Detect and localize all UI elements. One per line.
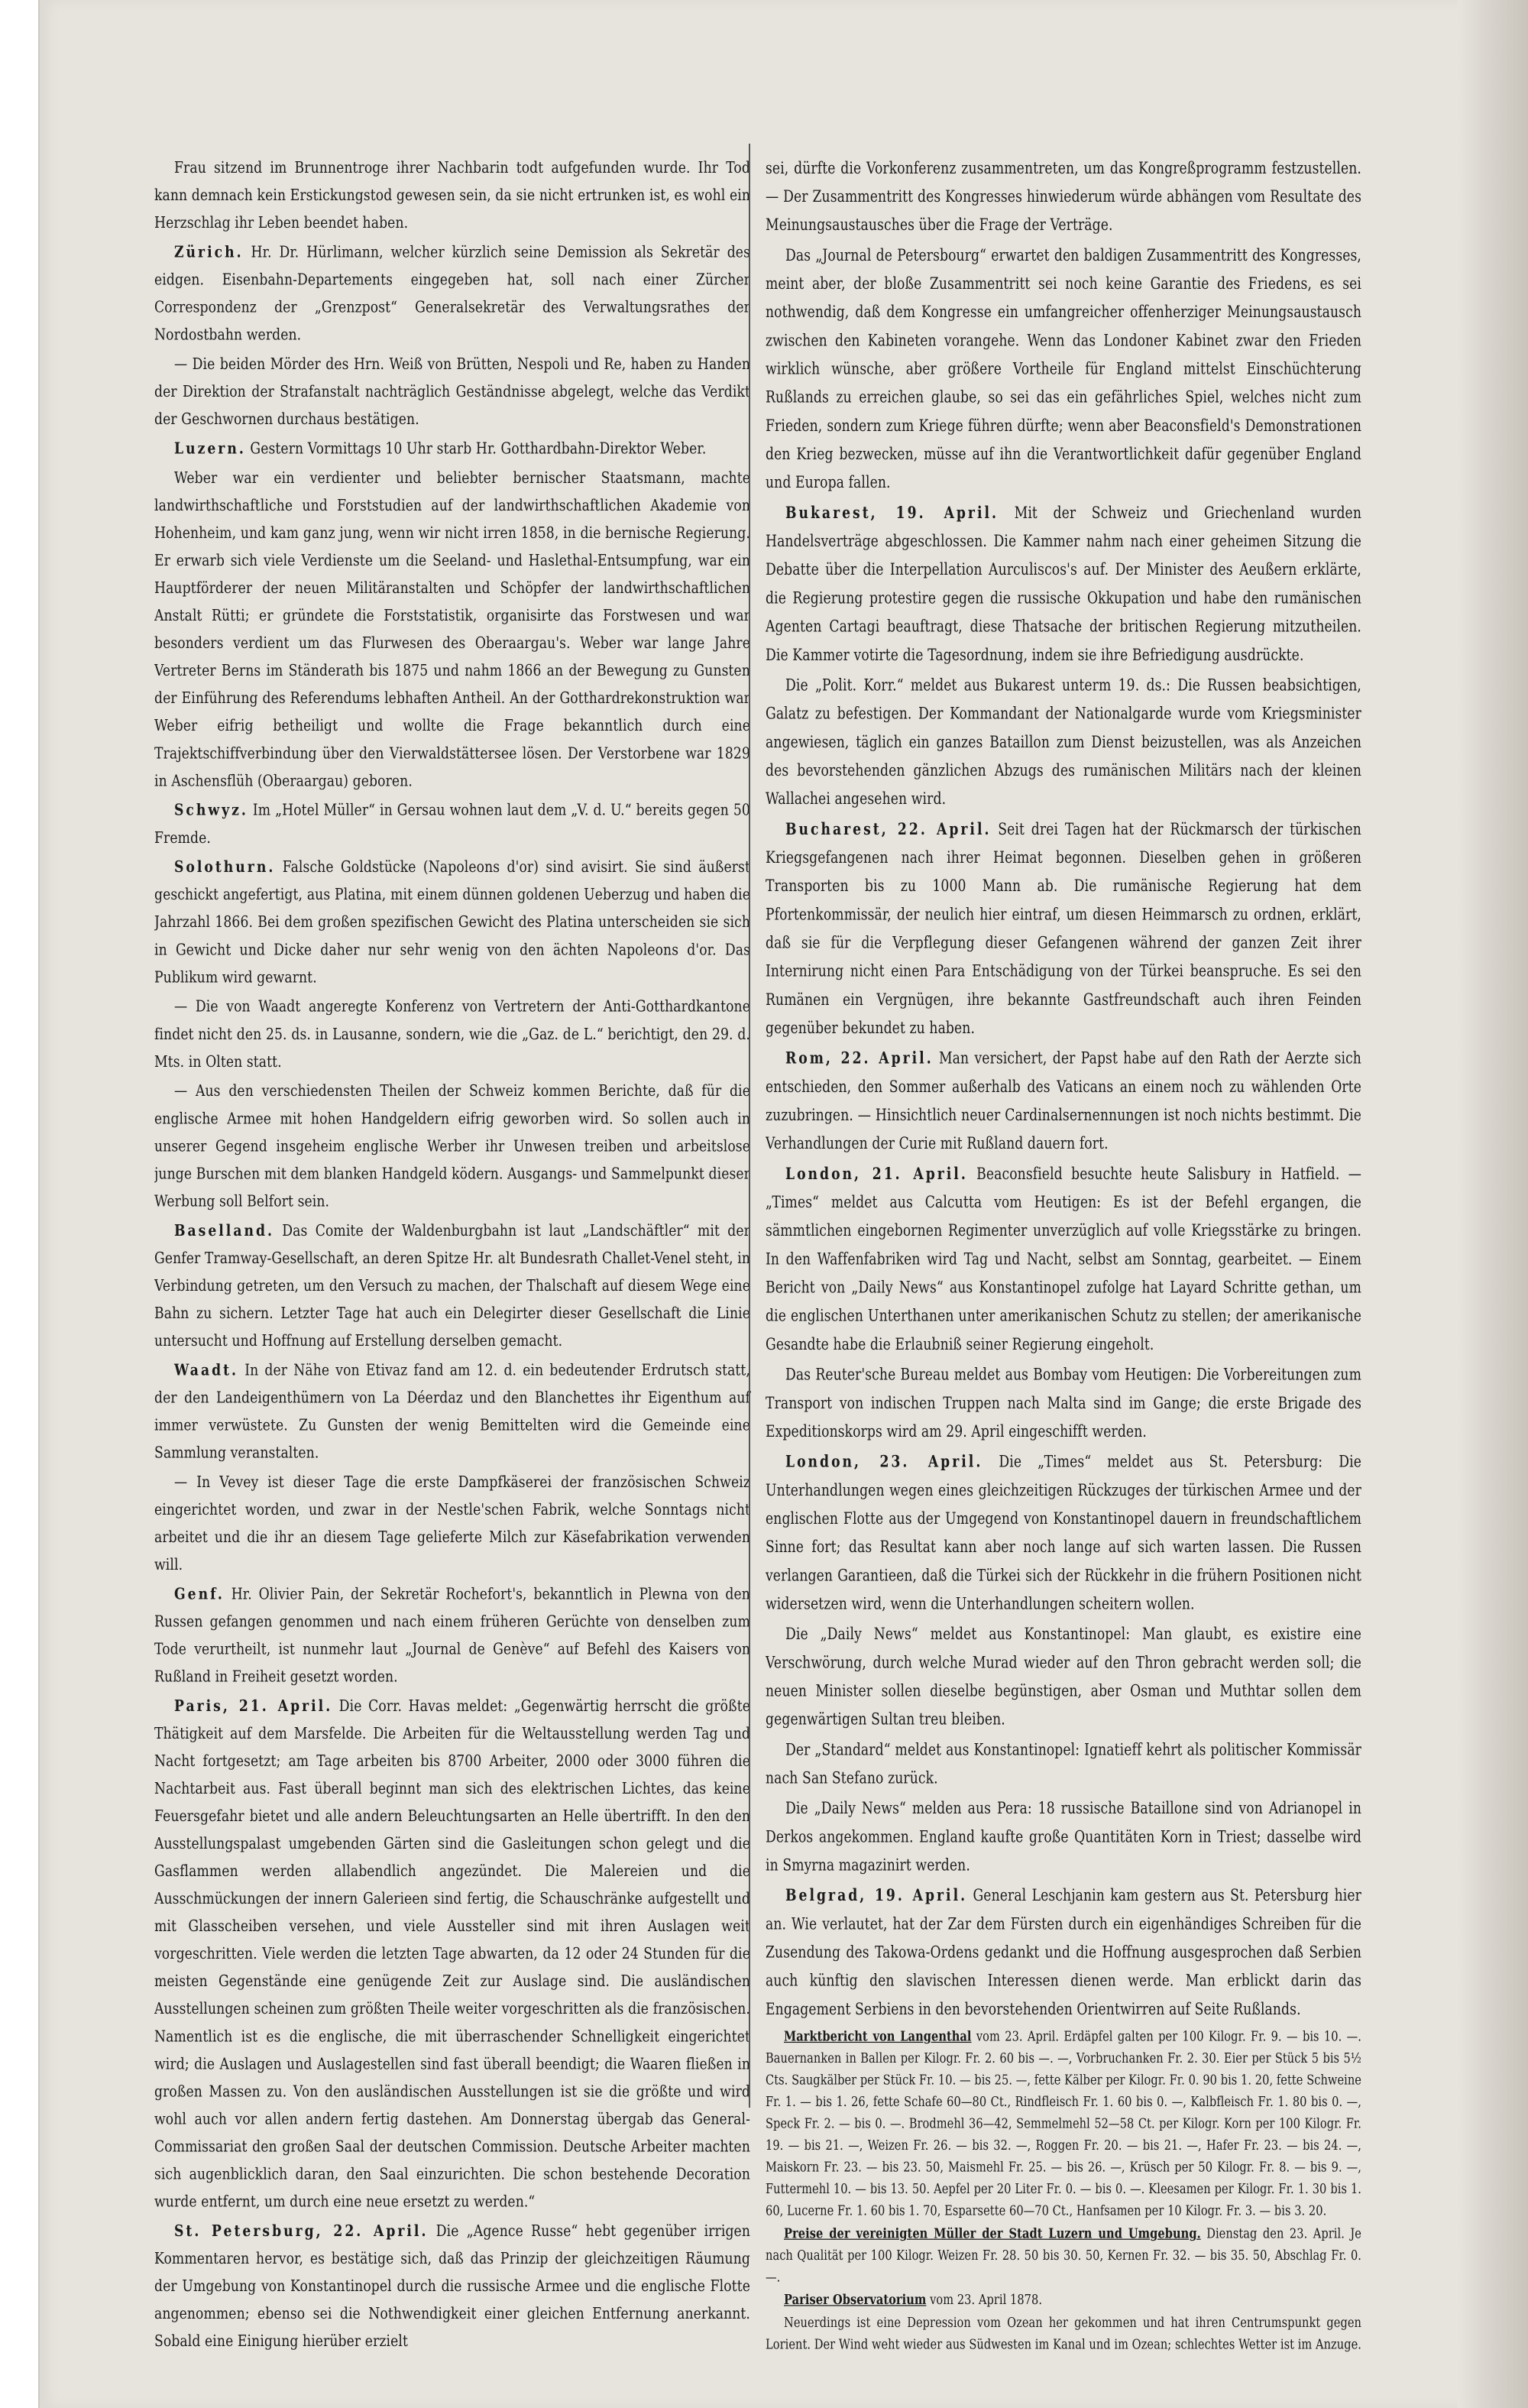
notice-heading: Pariser Observatorium bbox=[784, 2291, 927, 2309]
dateline: London, 23. April. bbox=[785, 1453, 983, 1472]
notice-text: vom 23. April 1878. bbox=[930, 2291, 1043, 2309]
notice-paragraph bbox=[766, 2289, 1361, 2311]
right-paragraph bbox=[766, 672, 1361, 814]
article-text: Gestern Vormittags 10 Uhr starb Hr. Gotthardbahn-Direktor Weber. bbox=[250, 439, 707, 459]
right-column-text bbox=[766, 154, 1361, 2355]
left-column-text bbox=[154, 154, 750, 2355]
dateline: Baselland. bbox=[174, 1221, 274, 1240]
article-text: Weber war ein verdienter und beliebter bernischer Staatsmann, machte landwirthschaftliche und Forststudien auf der landwirthschaftlichen Akademie von Hohenheim, und kam ganz jung, wenn wir nicht irren 1858, in die bernische Regierung. Er erwarb sich viele Verdienste um die Seeland- und Haslethal-Entsumpfung, war ein Hauptförderer der neuen Militäranstalten und Schöpfer der landwirthschaftlichen Anstalt Rütti; er gründete die Forststatistik, organisirte das Forstwesen und war besonders verdient um das Flurwesen des Oberaargau's. Weber war lange Jahre Vertreter Berns im Ständerath bis 1875 und nahm 1866 an der Bewegung zu Gunsten der Einführung des Referendums lebhaften Antheil. An der Gotthardrekonstruktion war Weber eifrig betheiligt und wollte die Frage bekanntlich durch eine Trajektschiffverbindung über den Vierwaldstättersee lösen. Der Verstorbene war 1829 in Aschensflüh (Oberaargau) geboren. bbox=[154, 468, 750, 791]
article-text: Die „Times“ meldet aus St. Petersburg: Die Unterhandlungen wegen eines gleichzeitigen Rückzuges der türkischen Armee und der englischen Flotte aus der Umgegend von Konstantinopel dauern in freundschaftlichem Sinne fort; das Resultat kann aber noch lange auf sich warten lassen. Die Russen verlangen Garantieen, daß die Türkei sich der Rückkehr in die frühern Positionen nicht widersetzen wird, wenn die Unterhandlungen scheitern wollen. bbox=[766, 1453, 1361, 1614]
article-text: Im „Hotel Müller“ in Gersau wohnen laut dem „V. d. U.“ bereits gegen 50 Fremde. bbox=[154, 801, 750, 847]
dateline: Schwyz. bbox=[174, 801, 248, 820]
left-paragraph bbox=[154, 1469, 750, 1579]
dateline: Genf. bbox=[174, 1585, 225, 1604]
article-text: — In Vevey ist dieser Tage die erste Dampfkäserei der französischen Schweiz eingerichtet worden, und zwar in der Nestle'schen Fabrik, welche Sonntags nicht arbeitet und die ihr an diesem Tage gelieferte Milch zur Käsefabrikation verwenden will. bbox=[154, 1473, 750, 1574]
article-text: — Die von Waadt angeregte Konferenz von Vertretern der Anti-Gotthardkantone findet nicht den 25. ds. in Lausanne, sondern, wie die „Gaz. de L.“ berichtigt, den 29. d. Mts. in Olten statt. bbox=[154, 997, 750, 1071]
article-text: Beaconsfield besuchte heute Salisbury in Hatfield. — „Times“ meldet aus Calcutta vom Heutigen: Es ist der Befehl ergangen, die sämmtlichen eingebornen Regimenter unverzüglich auf volle Kriegsstärke zu bringen. In den Waffenfabriken wird Tag und Nacht, selbst am Sonntag, gearbeitet. — Einem Bericht von „Daily News“ aus Konstantinopel zufolge hat Layard Schritte gethan, um die englischen Unterthanen unter amerikanischen Schutz zu stellen; der amerikanische Gesandte habe die Erlaubniß seiner Regierung eingeholt. bbox=[766, 1165, 1361, 1355]
article-text: Das Comite der Waldenburgbahn ist laut „Landschäftler“ mit der Genfer Tramway-Gesellschaft, an deren Spitze Hr. alt Bundesrath Challet-Venel steht, in Verbindung getreten, um den Versuch zu machen, der Thalschaft auf diesem Wege eine Bahn zu sichern. Letzter Tage hat auch ein Delegirter dieser Gesellschaft die Linie untersucht und Hoffnung auf Erstellung derselben gemacht. bbox=[154, 1221, 750, 1350]
article-text: Hr. Dr. Hürlimann, welcher kürzlich seine Demission als Sekretär des eidgen. Eisenbahn-Departements eingegeben hat, soll nach einer Zürcher Correspondenz der „Grenzpost“ Generalsekretär des Verwaltungsrathes der Nordostbahn werden. bbox=[154, 243, 750, 345]
left-paragraph bbox=[154, 993, 750, 1076]
article-text: Die Corr. Havas meldet: „Gegenwärtig herrscht die größte Thätigkeit auf dem Marsfelde. Die Arbeiten für die Weltausstellung werden Tag und Nacht fortgesetzt; am Tage arbeiten bis 8700 Arbeiter, 2000 oder 3000 führen die Nachtarbeit aus. Fast überall beginnt man sich des elektrischen Lichtes, das keine Feuersgefahr bietet und alle andern Beleuchtungsarten an Helle übertrifft. In den den Ausstellungspalast umgebenden Gärten sind die Gasleitungen schon gelegt und die Gasflammen werden allabendlich angezündet. Die Malereien und die Ausschmückungen der innern Galerieen sind fertig, die Schauschränke aufgestellt und mit Glasscheiben versehen, und viele Aussteller sind mit ihren Auslagen weit vorgeschritten. Viele werden die letzten Tage abwarten, da 12 oder 24 Stunden für die meisten Gegenstände eine genügende Zeit zur Auslage sind. Die ausländischen Ausstellungen scheinen zum größten Theile weiter vorgeschritten als die französischen. Namentlich ist es die englische, die mit überraschender Schnelligkeit eingerichtet wird; die Auslagen und Auslagestellen sind fast überall beendigt; die Waaren fließen in großen Massen zu. Von den ausländischen Ausstellungen ist sie die größte und wird wohl auch vor allen andern fertig dastehen. Am Donnerstag übergab das General-Commissariat den großen Saal der deutschen Commission. Deutsche Arbeiter machten sich augenblicklich daran, den Saal einzurichten. Die schon bestehende Decoration wurde entfernt, um durch eine neue ersetzt zu werden.“ bbox=[154, 1697, 750, 2212]
right-paragraph bbox=[766, 1361, 1361, 1447]
article-text: In der Nähe von Etivaz fand am 12. d. ein bedeutender Erdrutsch statt, der den Landeigenthümern von La Déerdaz und den Blanchettes ihr Eigenthum auf immer verwüstete. Zu Gunsten der wenig Bemittelten wird die Gemeinde eine Sammlung veranstalten. bbox=[154, 1361, 750, 1463]
dateline: Waadt. bbox=[174, 1361, 239, 1380]
article-text: — Aus den verschiedensten Theilen der Schweiz kommen Berichte, daß für die englische Armee mit hohen Handgeldern eifrig geworben wird. So sollen auch in unserer Gegend insgeheim englische Werber ihr Unwesen treiben und arbeitslose junge Burschen mit dem blanken Handgeld ködern. Ausgangs- und Sammelpunkt dieser Werbung soll Belfort sein. bbox=[154, 1082, 750, 1211]
notice-paragraph bbox=[766, 2312, 1361, 2355]
article-text: — Die beiden Mörder des Hrn. Weiß von Brütten, Nespoli und Re, haben zu Handen der Direktion der Strafanstalt nachträglich Geständnisse abgelegt, welche das Verdikt der Geschwornen durchaus bestätigen. bbox=[154, 355, 750, 429]
article-text: Hr. Olivier Pain, der Sekretär Rochefort's, bekanntlich in Plewna von den Russen gefangen genommen und nach einem früheren Gerüchte von denselben zum Tode verurtheilt, ist nunmehr laut „Journal de Genève“ auf Befehl des Kaisers von Rußland in Freiheit gesetzt worden. bbox=[154, 1585, 750, 1687]
column-divider bbox=[749, 144, 750, 2108]
right-paragraph bbox=[766, 154, 1361, 240]
right-column bbox=[766, 154, 1507, 2355]
right-paragraph bbox=[766, 1881, 1361, 2024]
article-text: Die „Daily News“ meldet aus Konstantinopel: Man glaubt, es existire eine Verschwörung, durch welche Murad wieder auf den Thron gebracht werden soll; die neuen Minister sollen dieselbe begünstigen, aber Osman und Muthtar sollen dem gegenwärtigen Sultan treu bleiben. bbox=[766, 1625, 1361, 1729]
right-paragraph bbox=[766, 1160, 1361, 1359]
left-paragraph bbox=[154, 1356, 750, 1467]
article-text: Seit drei Tagen hat der Rückmarsch der türkischen Kriegsgefangenen nach ihrer Heimat begonnen. Dieselben gehen in größeren Transporten bis zu 1000 Mann ab. Die rumänische Regierung hat dem Pfortenkommissär, der neulich hier eintraf, um diesen Heimmarsch zu ordnen, erklärt, daß sie für die Verpflegung dieser Gefangenen während der ganzen Zeit ihrer Internirung nicht einen Para Entschädigung von der Türkei beanspruche. Es sei den Rumänen ein Vergnügen, ihre bekannte Gastfreundschaft auch ihren Feinden gegenüber bekundet zu haben. bbox=[766, 820, 1361, 1039]
notice-paragraph bbox=[766, 2223, 1361, 2289]
right-paragraph bbox=[766, 1794, 1361, 1880]
right-paragraph bbox=[766, 1045, 1361, 1159]
left-paragraph bbox=[154, 1217, 750, 1355]
article-text: Falsche Goldstücke (Napoleons d'or) sind avisirt. Sie sind äußerst geschickt angefertigt, aus Platina, mit einem dünnen goldenen Ueberzug und haben die Jahrzahl 1866. Bei dem großen spezifischen Gewicht des Platina unterscheiden sie sich in Gewicht und Dicke daher nur sehr wenig von den ächten Napoleons d'or. Das Publikum wird gewarnt. bbox=[154, 858, 750, 987]
dateline: Bucharest, 22. April. bbox=[785, 820, 992, 839]
dateline: London, 21. April. bbox=[785, 1165, 968, 1185]
notice-heading: Preise der vereinigten Müller der Stadt Luzern und Umgebung. bbox=[784, 2225, 1201, 2242]
right-paragraph bbox=[766, 1736, 1361, 1793]
dateline: Zürich. bbox=[174, 243, 244, 262]
article-text: General Leschjanin kam gestern aus St. Petersburg hier an. Wie verlautet, hat der Zar dem Fürsten durch ein eigenhändiges Schreiben für die Zusendung des Takowa-Ordens gedankt und die Hoffnung ausgesprochen daß Serbien auch künftig den slavischen Interessen dienen werde. Man erblickt darin das Engagement Serbiens in den bevorstehenden Orientwirren auf Seite Rußlands. bbox=[766, 1886, 1361, 2020]
left-paragraph bbox=[154, 351, 750, 433]
notice-paragraph bbox=[766, 2026, 1361, 2222]
left-paragraph bbox=[154, 2218, 750, 2355]
right-paragraph bbox=[766, 499, 1361, 669]
left-paragraph bbox=[154, 436, 750, 463]
notice-text: vom 23. April. Erdäpfel galten per 100 Kilogr. Fr. 9. — bis 10. —. Bauernanken in Ballen per Kilogr. Fr. 2. 60 bis —. —, Vorbruchanken Fr. 2. 30. Eier per Stück 5 bis 5½ Cts. Saugkälber per Stück Fr. 10. — bis 25. —, fette Kälber per Kilogr. Fr. 0. 90 bis 1. 20, fette Schweine Fr. 1. — bis 1. 26, fette Schafe 60—80 Ct., Rindfleisch Fr. 1. 60 bis 0. —, Kalbfleisch Fr. 1. 80 bis 0. —, Speck Fr. 2. — bis 0. —. Brodmehl 36—42, Semmelmehl 52—58 Ct. per Kilogr. Korn per 100 Kilogr. Fr. 19. — bis 21. —, Weizen Fr. 26. — bis 32. —, Roggen Fr. 20. — bis 21. —, Hafer Fr. 23. — bis 24. —, Maiskorn Fr. 23. — bis 23. 50, Maismehl Fr. 25. — bis 26. —, Krüsch per 50 Kilogr. Fr. 8. — bis 9. —, Futtermehl 10. — bis 13. 50. Aepfel per 20 Liter Fr. 0. — bis 0. —. Kleesamen per Kilogr. Fr. 1. 30 bis 1. 60, Lucerne Fr. 1. 60 bis 1. 70, Esparsette 60—70 Ct., Hanfsamen per 10 Kilogr. Fr. 3. — bis 3. 20. bbox=[766, 2028, 1361, 2219]
dateline: Solothurn. bbox=[174, 858, 276, 877]
left-paragraph bbox=[154, 854, 750, 991]
left-paragraph bbox=[154, 1078, 750, 1215]
dateline: Rom, 22. April. bbox=[785, 1049, 934, 1068]
left-paragraph bbox=[154, 1693, 750, 2216]
article-text: Die „Agence Russe“ hebt gegenüber irrigen Kommentaren hervor, es bestätige sich, daß das Prinzip der gleichzeitigen Räumung der Umgebung von Konstantinopel durch die russische Armee und die englische Flotte angenommen; ebenso sei die Nothwendigkeit einer gleichen Entfernung anerkannt. Sobald eine Einigung hierüber erzielt bbox=[154, 2222, 750, 2351]
right-paragraph bbox=[766, 1448, 1361, 1619]
article-text: Die „Polit. Korr.“ meldet aus Bukarest unterm 19. ds.: Die Russen beabsichtigen, Galatz zu befestigen. Der Kommandant der Nationalgarde wurde vom Kriegsminister angewiesen, täglich ein ganzes Bataillon zum Dienst beizustellen, was als Anzeichen des bevorstehenden gänzlichen Abzugs des rumänischen Militärs nach der kleinen Wallachei angesehen wird. bbox=[766, 676, 1361, 809]
dateline: Bukarest, 19. April. bbox=[785, 504, 999, 523]
left-paragraph bbox=[154, 465, 750, 795]
notice-heading: Marktbericht von Langenthal bbox=[784, 2028, 972, 2045]
left-paragraph bbox=[154, 1580, 750, 1690]
article-text: Die „Daily News“ melden aus Pera: 18 russische Bataillone sind von Adrianopel in Derkos angekommen. England kaufte große Quantitäten Korn in Triest; dasselbe wird in Smyrna magazinirt werden. bbox=[766, 1799, 1361, 1875]
right-articles bbox=[766, 154, 1361, 2024]
article-text: Das Reuter'sche Bureau meldet aus Bombay vom Heutigen: Die Vorbereitungen zum Transport von indischen Truppen nach Malta sind im Gange; die erste Brigade des Expeditionskorps wird am 29. April eingeschifft werden. bbox=[766, 1365, 1361, 1442]
left-paragraph bbox=[154, 797, 750, 852]
dateline: St. Petersburg, 22. April. bbox=[174, 2222, 429, 2241]
market-notices bbox=[766, 2026, 1361, 2355]
right-paragraph bbox=[766, 241, 1361, 497]
article-text: sei, dürfte die Vorkonferenz zusammentreten, um das Kongreßprogramm festzustellen. — Der Zusammentritt des Kongresses hinwiederum würde abhängen vom Resultate des Meinungsaustausches über die Frage der Verträge. bbox=[766, 159, 1361, 235]
dateline: Paris, 21. April. bbox=[174, 1697, 333, 1716]
notice-text: Dienstag den 23. April. Je nach Qualität per 100 Kilogr. Weizen Fr. 28. 50 bis 30. 50, Kernen Fr. 32. — bis 35. 50, Abschlag Fr. 0. —. bbox=[766, 2225, 1361, 2286]
dateline: Luzern. bbox=[174, 439, 246, 459]
article-text: Man versichert, der Papst habe auf den Rath der Aerzte sich entschieden, den Sommer außerhalb des Vaticans an einem noch zu wählenden Orte zuzubringen. — Hinsichtlich neuer Cardinalsernennungen ist noch nichts bestimmt. Die Verhandlungen der Curie mit Rußland dauern fort. bbox=[766, 1049, 1361, 1154]
right-paragraph bbox=[766, 1620, 1361, 1734]
right-paragraph bbox=[766, 815, 1361, 1042]
notice-text: Neuerdings ist eine Depression vom Ozean her gekommen und hat ihren Centrumspunkt gegen Lorient. Der Wind weht wieder aus Südwesten im Kanal und im Ozean; schlechtes Wetter ist im Anzuge. bbox=[766, 2314, 1361, 2353]
article-text: Der „Standard“ meldet aus Konstantinopel: Ignatieff kehrt als politischer Kommissär nach San Stefano zurück. bbox=[766, 1740, 1361, 1788]
article-text: Das „Journal de Petersbourg“ erwartet den baldigen Zusammentritt des Kongresses, meint aber, der bloße Zusammentritt sei noch keine Garantie des Friedens, es sei nothwendig, daß dem Kongresse ein umfangreicher offenherziger Meinungsaustausch zwischen den Kabineten vorangehe. Wenn das Londoner Kabinet zwar den Frieden wirklich wünsche, aber größere Vortheile für England mittelst Einschüchterung Rußlands zu erreichen glaube, so sei das ein gefährliches Spiel, welches nicht zum Frieden, sondern zum Kriege führen dürfte; wenn aber Beaconsfield's Demonstrationen den Krieg bezwecken, müsse auf ihn die Verantwortlichkeit dafür gegenüber England und Europa fallen. bbox=[766, 246, 1361, 493]
left-paragraph bbox=[154, 154, 750, 237]
dateline: Belgrad, 19. April. bbox=[785, 1886, 968, 1906]
left-paragraph bbox=[154, 238, 750, 348]
article-text: Mit der Schweiz und Griechenland wurden Handelsverträge abgeschlossen. Die Kammer nahm nach einer geheimen Sitzung die Debatte über die Interpellation Aurculiscos's auf. Der Minister des Aeußern erklärte, die Regierung protestire gegen die russische Okkupation und habe den rumänischen Agenten Cartagi beauftragt, diese Thatsache der britischen Regierung mitzutheilen. Die Kammer votirte die Tagesordnung, indem sie ihre Befriedigung ausdrückte. bbox=[766, 504, 1361, 665]
article-text: Frau sitzend im Brunnentroge ihrer Nachbarin todt aufgefunden wurde. Ihr Tod kann demnach kein Erstickungstod gewesen sein, da sie nicht ertrunken ist, es wohl ein Herzschlag ihr Leben beendet haben. bbox=[154, 159, 750, 233]
